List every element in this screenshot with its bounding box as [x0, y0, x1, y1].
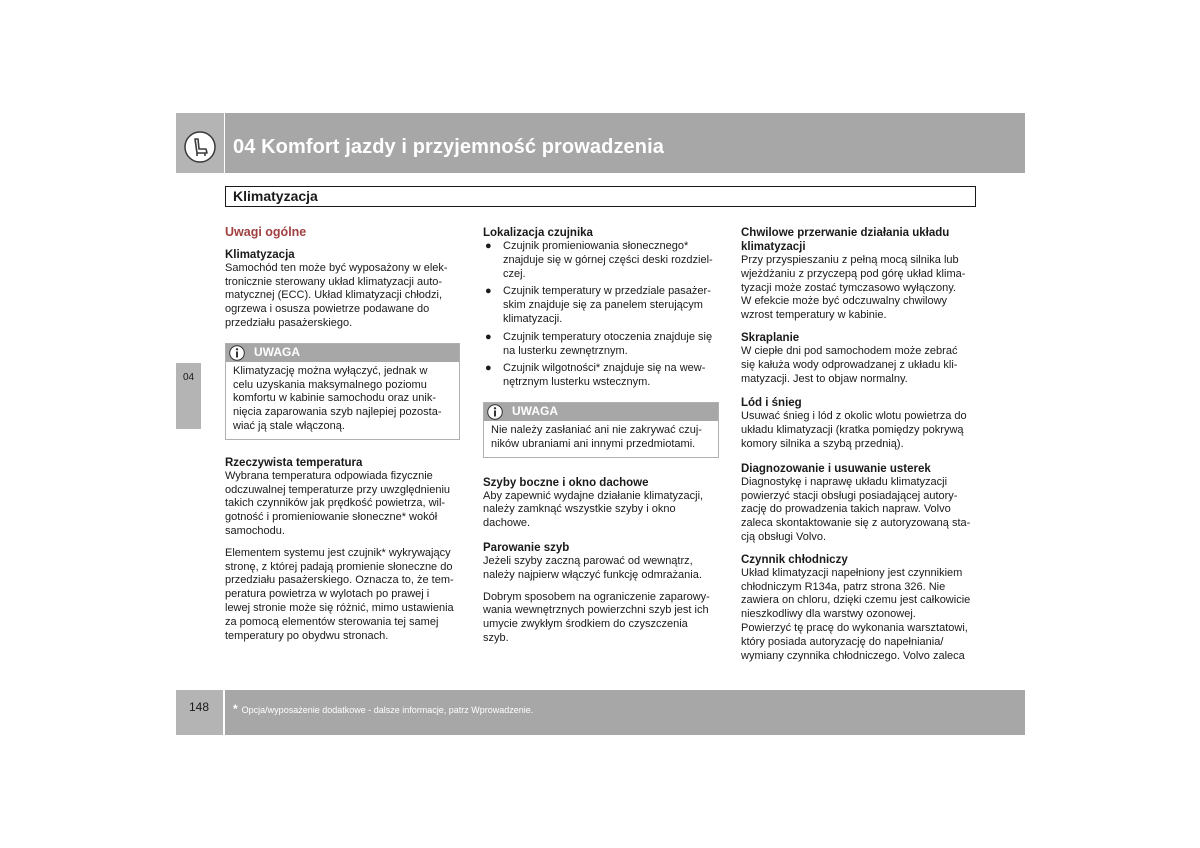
chapter-side-tab: [176, 363, 201, 429]
bullet-icon: ●: [485, 362, 492, 375]
list-item: ● Czujnik wilgotności* znajduje się na wew- nętrznym lusterku wstecznym.: [485, 362, 706, 389]
section-bar: [225, 186, 976, 207]
diagnostics-heading: Diagnozowanie i usuwanie usterek: [741, 462, 931, 475]
ice-snow-heading: Lód i śnieg: [741, 397, 802, 410]
side-windows-heading: Szyby boczne i okno dachowe: [483, 476, 649, 489]
chapter-side-tab-label: 04: [183, 372, 195, 383]
column-2: [483, 226, 719, 652]
real-temperature-heading: Rzeczywista temperatura: [225, 456, 363, 469]
column-1: [225, 226, 460, 649]
list-item: ● Czujnik temperatury w przedziale pasażer- skim znajduje się za panelem sterującym klimatyzacji.: [485, 285, 711, 325]
sensor-side-paragraph: Elementem systemu jest czujnik* wykrywający stronę, z której padają promienie słoneczne do przedziału pasażerskiego. Oznacza to, że tem- peratura powietrza w wylotach po prawej i lewej stronie może się różnić, mimo ustawienia za pomocą elementów sterowania tej samej temperatury po obydwu stronach.: [225, 546, 454, 642]
bullet-icon: ●: [485, 285, 492, 298]
condensation-paragraph: W ciepłe dni pod samochodem może zebrać się kałuża wody odprowadzanej z układu kli- matyzacji. Jest to objaw normalny.: [741, 344, 958, 385]
sensor-location-heading: Lokalizacja czujnika: [483, 227, 593, 239]
fogging-paragraph: Jeżeli szyby zaczną parować od wewnątrz, należy najpierw włączyć funkcję odmrażania.: [483, 554, 702, 581]
footnote: [233, 702, 533, 716]
refrigerant-paragraph: Układ klimatyzacji napełniony jest czynnikiem chłodniczym R134a, patrz strona 326. Nie zawiera on chloru, dzięki czemu jest całkowicie nieszkodliwy dla warstwy ozonowej. Powierzyć tę pracę do wykonania warsztatowi, który posiada autoryzację do napełniania/ wymiany czynnika chłodniczego. Volvo zaleca: [741, 566, 971, 662]
refrigerant-heading: Czynnik chłodniczy: [741, 553, 848, 566]
ice-snow-paragraph: Usuwać śnieg i lód z okolic wlotu powietrza do układu klimatyzacji (kratka pomiędzy pokrywą komory silnika a szybą przednią).: [741, 410, 967, 450]
column-3: [741, 226, 977, 669]
bullet-icon: ●: [485, 240, 492, 252]
klimatyzacja-paragraph: Samochód ten może być wyposażony w elek- tronicznie sterowany układ klimatyzacji auto- matycznej (ECC). Układ klimatyzacji chłodzi, ogrzewa i osusza powietrze podawane do przedziału pasażerskiego.: [225, 261, 448, 329]
warning-body: Nie należy zasłaniać ani nie zakrywać czuj- ników ubraniami ani innymi przedmiotami.: [491, 423, 702, 450]
info-icon: [487, 404, 503, 420]
list-item: ● Czujnik temperatury otoczenia znajduje się na lusterku zewnętrznym.: [485, 330, 713, 357]
klimatyzacja-heading: Klimatyzacja: [225, 248, 295, 261]
condensation-heading: Skraplanie: [741, 331, 800, 344]
side-windows-paragraph: Aby zapewnić wydajne działanie klimatyzacji, należy zamknąć wszystkie szyby i okno dachowe.: [483, 489, 704, 530]
list-item: ● Czujnik promieniowania słonecznego* znajduje się w górnej części deski rozdziel- czej.: [485, 240, 713, 280]
fogging-heading: Parowanie szyb: [483, 541, 570, 554]
car-seat-icon: [184, 131, 216, 163]
warning-header: [226, 344, 459, 362]
chapter-title: 04 Komfort jazdy i przyjemność prowadzenia: [233, 136, 664, 158]
diagnostics-paragraph: Diagnostykę i naprawę układu klimatyzacji powierzyć stacji obsługi posiadającej autory- zację do prowadzenia takich napraw. Volvo zaleca skontaktowanie się z autoryzowaną sta- cją obsługi Volvo.: [741, 475, 971, 543]
footnote-text: Opcja/wyposażenie dodatkowe - dalsze informacje, patrz Wprowadzenie.: [241, 705, 534, 715]
footer-band: [225, 690, 1025, 735]
page-number-box: [176, 690, 223, 735]
sensor-list: [483, 240, 719, 390]
interruption-heading: Chwilowe przerwanie działania układu klimatyzacji: [741, 227, 950, 253]
footnote-star: *: [233, 702, 238, 716]
section-title: Klimatyzacja: [233, 188, 318, 204]
real-temperature-paragraph: Wybrana temperatura odpowiada fizycznie odczuwalnej temperaturze przy uwzględnieniu takich czynników jak prędkość powietrza, wil- gotność i promieniowanie słoneczne* wokół samochodu.: [225, 469, 451, 537]
cleaning-paragraph: Dobrym sposobem na ograniczenie zaparowy- wania wewnętrznych powierzchni szyb jest ich umycie zwykłym środkiem do czyszczenia szyb.: [483, 590, 710, 644]
warning-body: Klimatyzację można wyłączyć, jednak w celu uzyskania maksymalnego poziomu komfortu w kabinie samochodu oraz unik- nięcia zaparowania szyb najlepiej pozosta- wiać ją stale włączoną.: [233, 364, 442, 432]
page-number: 148: [189, 700, 210, 714]
info-icon: [229, 345, 245, 361]
warning-box: [225, 343, 460, 440]
warning-title: UWAGA: [512, 403, 558, 418]
warning-box: [483, 402, 719, 458]
interruption-paragraph: Przy przyspieszaniu z pełną mocą silnika lub wjeżdżaniu z przyczepą pod górę układ klima- tyzacji może zostać tymczasowo wyłączony. W efekcie może być odczuwalny chwilowy wzrost temperatury w kabinie.: [741, 254, 966, 322]
warning-title: UWAGA: [254, 344, 300, 359]
warning-header: [484, 403, 718, 421]
general-notes-heading: Uwagi ogólne: [225, 225, 307, 239]
bullet-icon: ●: [485, 330, 492, 343]
